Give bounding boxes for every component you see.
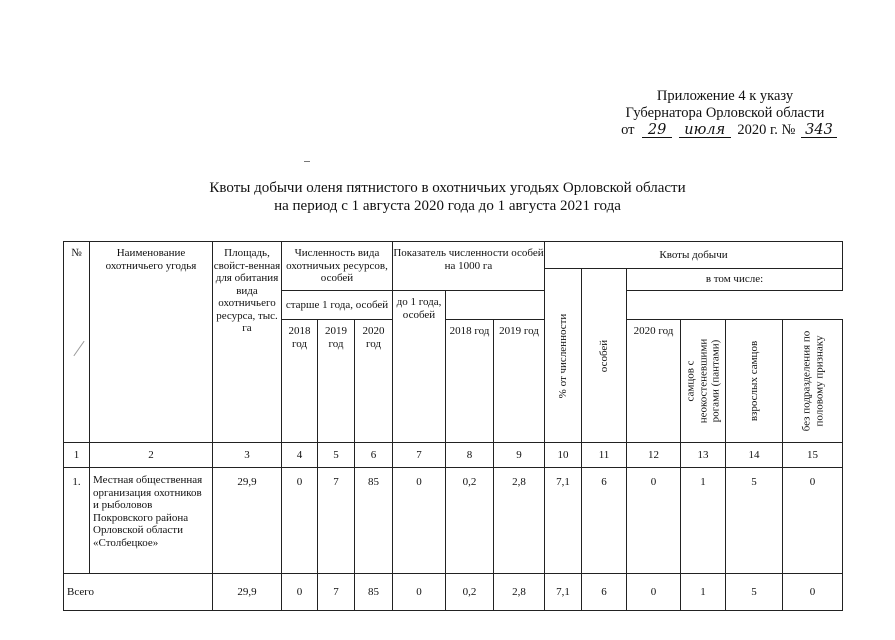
row-density-2018: 0: [393, 468, 446, 574]
appendix-line-2: Губернатора Орловской области: [625, 105, 825, 121]
total-velvet: 0: [627, 574, 681, 611]
date-year-text: 2020 г. №: [737, 122, 796, 138]
row-adult: 1: [681, 468, 726, 574]
header-density-2019: 2019 год: [494, 320, 545, 443]
header-count: Численность вида охотничьих ресурсов, особей: [282, 242, 393, 291]
total-pct: 7,1: [545, 574, 582, 611]
column-index-row: [64, 443, 843, 468]
total-count-2019: 7: [318, 574, 355, 611]
total-area: 29,9: [213, 574, 282, 611]
col-index: 7: [393, 443, 446, 468]
title-line-1: Квоты добычи оленя пятнистого в охотничьих угодьях Орловской области: [209, 180, 686, 196]
total-density-2018: 0: [393, 574, 446, 611]
document-title: [0, 179, 895, 215]
col-index: 15: [783, 443, 843, 468]
col-index: 4: [282, 443, 318, 468]
header-including: в том числе:: [627, 269, 843, 291]
handwritten-number: 343: [801, 123, 837, 138]
total-count-2018: 0: [282, 574, 318, 611]
appendix-block: [600, 88, 850, 139]
row-count-2018: 0: [282, 468, 318, 574]
col-index: 5: [318, 443, 355, 468]
date-from: от: [621, 122, 635, 138]
row-pct: 7,1: [545, 468, 582, 574]
handwritten-day: 29: [642, 123, 672, 138]
row-velvet: 0: [627, 468, 681, 574]
col-index: 2: [90, 443, 213, 468]
header-quota: Квоты добычи: [545, 242, 843, 269]
row-no: 1.: [64, 468, 90, 574]
row-animals: 6: [582, 468, 627, 574]
total-count-2020: 85: [355, 574, 393, 611]
header-under1: до 1 года, особей: [393, 291, 446, 443]
header-no-sex: без подразделения по половому признаку: [783, 320, 843, 443]
stray-mark: [304, 161, 310, 162]
col-index: 6: [355, 443, 393, 468]
header-males-velvet: самцов с неокостеневшими рогами (пантами): [681, 320, 726, 443]
header-name: Наименование охотничьего угодья: [90, 242, 213, 443]
header-density-2020: 2020 год: [627, 320, 681, 443]
table-row: [64, 468, 843, 574]
row-area: 29,9: [213, 468, 282, 574]
header-count-2020: 2020 год: [355, 320, 393, 443]
row-under1: 0: [783, 468, 843, 574]
appendix-date-line: [600, 122, 850, 139]
header-count-2019: 2019 год: [318, 320, 355, 443]
header-pct: % от численности: [545, 269, 582, 443]
header-area: Площадь, свойст-венная для обитания вида охотничьего ресурса, тыс. га: [213, 242, 282, 443]
header-density-2018: 2018 год: [446, 320, 494, 443]
total-animals: 6: [582, 574, 627, 611]
col-index: 12: [627, 443, 681, 468]
row-density-2020: 2,8: [494, 468, 545, 574]
col-index: 11: [582, 443, 627, 468]
col-index: 3: [213, 443, 282, 468]
col-index: 13: [681, 443, 726, 468]
header-animals: особей: [582, 269, 627, 443]
row-count-2019: 7: [318, 468, 355, 574]
total-under1: 0: [783, 574, 843, 611]
total-density-2020: 2,8: [494, 574, 545, 611]
total-adult: 1: [681, 574, 726, 611]
title-line-2: на период с 1 августа 2020 года до 1 августа 2021 года: [274, 198, 621, 214]
total-nosex: 5: [726, 574, 783, 611]
col-index: 9: [494, 443, 545, 468]
total-label: Всего: [64, 574, 213, 611]
header-count-2018: 2018 год: [282, 320, 318, 443]
quota-table: [63, 241, 843, 611]
col-index: 10: [545, 443, 582, 468]
row-density-2019: 0,2: [446, 468, 494, 574]
total-density-2019: 0,2: [446, 574, 494, 611]
total-row: [64, 574, 843, 611]
col-index: 1: [64, 443, 90, 468]
row-name: Местная общественная организация охотников и рыболовов Покровского района Орловской области «Столбецкое»: [90, 468, 213, 574]
header-no: №: [64, 242, 90, 443]
row-nosex: 5: [726, 468, 783, 574]
col-index: 14: [726, 443, 783, 468]
header-adult-males: взрослых самцов: [726, 320, 783, 443]
header-density: Показатель численности особей на 1000 га: [393, 242, 545, 291]
header-older: старше 1 года, особей: [282, 291, 393, 320]
appendix-line-1: Приложение 4 к указу: [656, 88, 794, 104]
handwritten-month: июля: [679, 123, 731, 138]
row-count-2020: 85: [355, 468, 393, 574]
col-index: 8: [446, 443, 494, 468]
